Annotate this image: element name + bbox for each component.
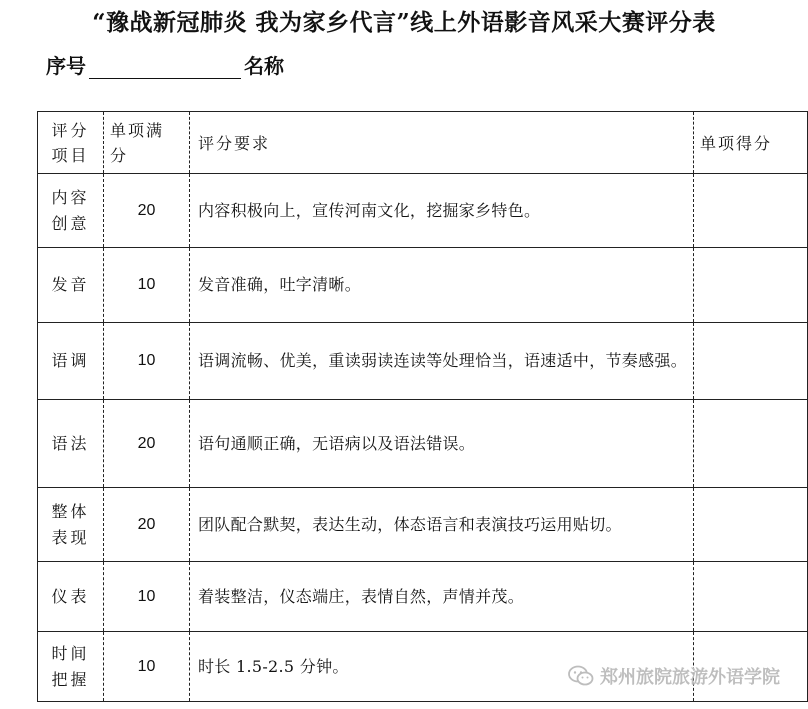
header-item: 评分 项目 — [38, 112, 104, 174]
row-item: 语法 — [38, 400, 104, 488]
row-score-input-cell[interactable] — [694, 562, 808, 632]
row-item: 内容 创意 — [38, 174, 104, 248]
row-score-input-cell[interactable] — [694, 248, 808, 323]
row-score-input-cell[interactable] — [694, 488, 808, 562]
row-item: 发音 — [38, 248, 104, 323]
row-requirement: 时长 1.5-2.5 分钟。 — [190, 632, 694, 702]
row-full-score: 20 — [104, 174, 190, 248]
name-label: 名称 — [244, 54, 284, 78]
row-full-score: 10 — [104, 323, 190, 400]
table-row — [38, 174, 808, 248]
page-title: “豫战新冠肺炎 我为家乡代言”线上外语影音风采大赛评分表 — [92, 9, 716, 36]
row-score-input-cell[interactable] — [694, 174, 808, 248]
watermark — [568, 663, 780, 689]
table-row — [38, 248, 808, 323]
form-meta-line — [46, 50, 284, 79]
row-item: 时间 把握 — [38, 632, 104, 702]
watermark-text: 郑州旅院旅游外语学院 — [600, 667, 780, 688]
table-row — [38, 400, 808, 488]
wechat-icon — [568, 665, 594, 687]
row-requirement: 发音准确，吐字清晰。 — [190, 248, 694, 323]
row-item: 语调 — [38, 323, 104, 400]
table-row — [38, 323, 808, 400]
row-full-score: 10 — [104, 562, 190, 632]
row-full-score: 10 — [104, 632, 190, 702]
row-requirement: 着装整洁，仪态端庄，表情自然，声情并茂。 — [190, 562, 694, 632]
row-requirement: 语句通顺正确，无语病以及语法错误。 — [190, 400, 694, 488]
row-score-input-cell[interactable] — [694, 400, 808, 488]
row-full-score: 20 — [104, 400, 190, 488]
header-full-score: 单项满 分 — [104, 112, 190, 174]
row-item: 仪表 — [38, 562, 104, 632]
header-score: 单项得分 — [694, 112, 808, 174]
header-requirement: 评分要求 — [190, 112, 694, 174]
row-requirement: 语调流畅、优美，重读弱读连读等处理恰当，语速适中，节奏感强。 — [190, 323, 694, 400]
row-full-score: 20 — [104, 488, 190, 562]
row-full-score: 10 — [104, 248, 190, 323]
row-requirement: 内容积极向上，宣传河南文化，挖掘家乡特色。 — [190, 174, 694, 248]
row-item: 整体 表现 — [38, 488, 104, 562]
table-row — [38, 562, 808, 632]
row-score-input-cell[interactable] — [694, 323, 808, 400]
row-requirement: 团队配合默契，表达生动，体态语言和表演技巧运用贴切。 — [190, 488, 694, 562]
scoring-table — [37, 111, 808, 702]
serial-label: 序号 — [46, 54, 86, 78]
serial-blank-line — [89, 54, 241, 79]
table-header-row — [38, 112, 808, 174]
table-row — [38, 488, 808, 562]
